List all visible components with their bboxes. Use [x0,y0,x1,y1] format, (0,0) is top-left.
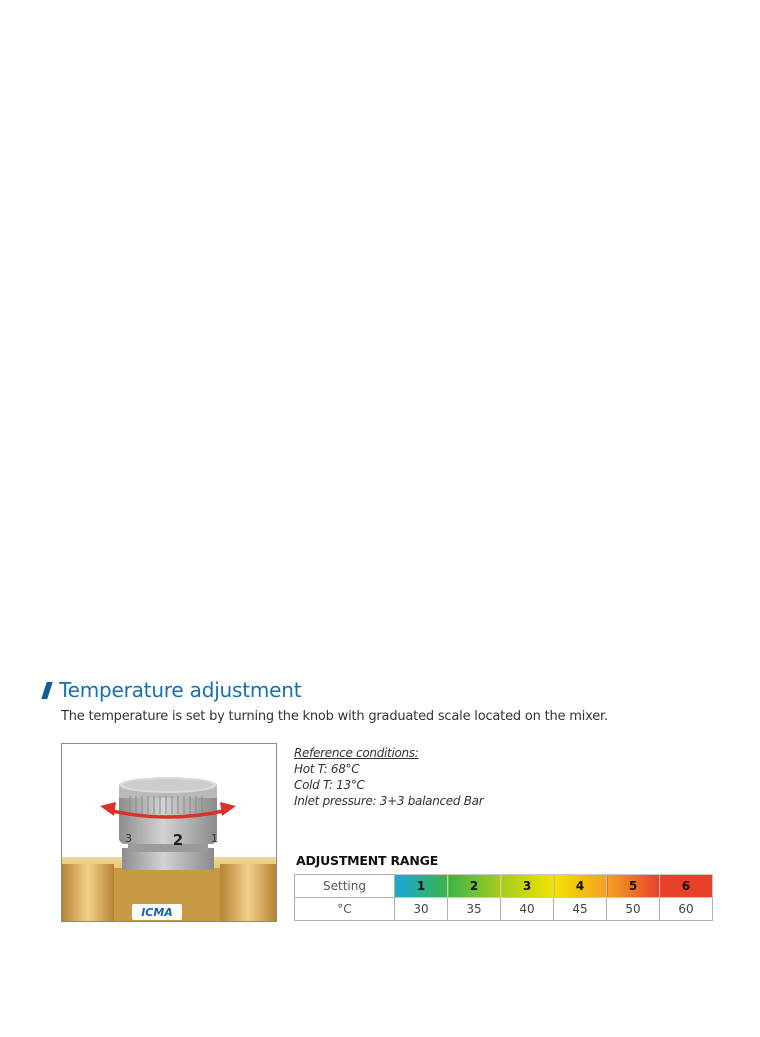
temperature-cell: 30 [395,898,448,921]
setting-cell: 1 [395,875,448,898]
temperature-cell: 60 [660,898,713,921]
knob-number-1: 1 [211,832,218,845]
adjustment-range-table [294,874,713,921]
temperature-cell: 50 [607,898,660,921]
reference-cold: Cold T: 13°C [294,778,365,792]
intro-text: The temperature is set by turning the knob with graduated scale located on the mixer. [61,709,608,724]
setting-cell: 5 [607,875,660,898]
mixer-knob-photo [61,743,277,922]
slash-marker-icon [41,682,53,699]
setting-cell: 4 [554,875,607,898]
temperature-cell: 40 [501,898,554,921]
temperature-row [295,898,713,921]
reference-heading: Reference conditions: [294,746,419,760]
section-title: Temperature adjustment [59,678,302,702]
mixer-illustration [62,744,276,921]
temperature-row-label: °C [295,898,395,921]
reference-conditions [294,745,483,809]
settings-row [295,875,713,898]
settings-row-label: Setting [295,875,395,898]
section-heading [44,678,301,702]
icma-logo: ICMA [141,906,173,919]
reference-pressure: Inlet pressure: 3+3 balanced Bar [294,794,484,808]
temperature-cell: 45 [554,898,607,921]
knob-number-3: 3 [125,832,132,845]
knob-number-2: 2 [172,831,184,849]
setting-cell: 6 [660,875,713,898]
temperature-cell: 35 [448,898,501,921]
setting-cell: 3 [501,875,554,898]
adjustment-range-title: ADJUSTMENT RANGE [296,853,439,868]
setting-cell: 2 [448,875,501,898]
reference-hot: Hot T: 68°C [294,762,360,776]
